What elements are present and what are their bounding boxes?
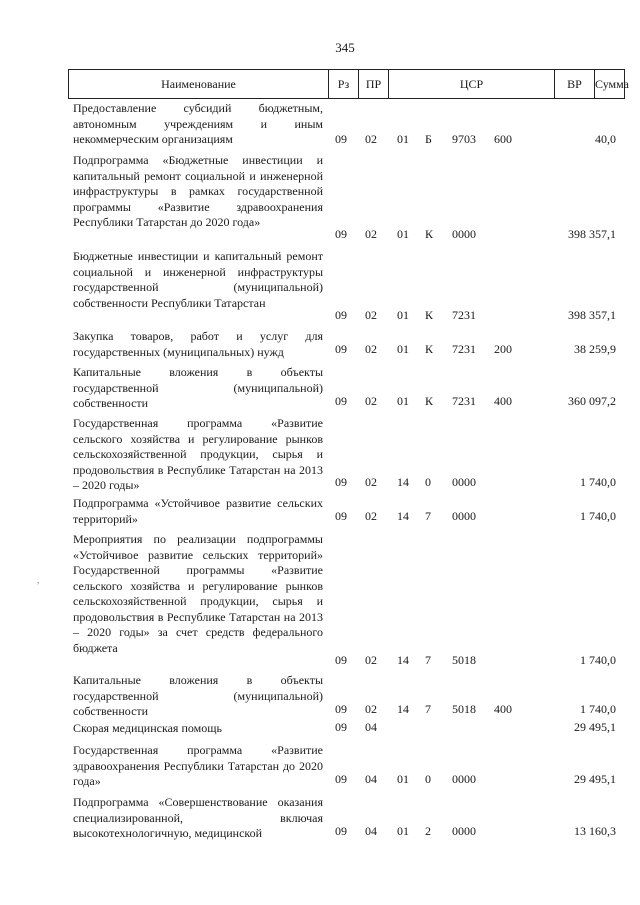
cell-pr: 02: [365, 226, 377, 241]
cell-sum: 1 740,0: [580, 652, 616, 667]
cell-rz: 09: [335, 226, 347, 241]
cell-sum: 1 740,0: [580, 474, 616, 489]
cell-pr: 02: [365, 307, 377, 322]
cell-rz: 09: [335, 393, 347, 408]
cell-rz: 09: [335, 823, 347, 838]
row-name: Подпрограмма «Совершенствование оказания специализированной, включая высокотехнологичную, медицинской: [73, 795, 323, 840]
cell-p1: 01: [397, 393, 409, 408]
header-sum: Сумма: [595, 77, 629, 91]
header-name: Наименование: [69, 70, 329, 98]
cell-p2: 7: [425, 508, 431, 523]
table-row: [0, 329, 640, 357]
row-name: Предоставление субсидий бюджетным, автономным учреждениям и иным некоммерческим организациям: [73, 101, 323, 146]
cell-p3: 0000: [452, 474, 476, 489]
cell-rz: 09: [335, 719, 347, 734]
row-name: Бюджетные инвестиции и капитальный ремонт социальной и инженерной инфраструктуры государственной (муниципальной) собственности Республики Татарстан: [73, 249, 323, 310]
cell-pr: 02: [365, 652, 377, 667]
cell-p1: 14: [397, 652, 409, 667]
row-name: Капитальные вложения в объекты государственной (муниципальной) собственности: [73, 673, 323, 718]
cell-pr: 04: [365, 823, 377, 838]
cell-p3: 0000: [452, 226, 476, 241]
cell-p2: К: [425, 307, 434, 322]
cell-p2: К: [425, 341, 434, 356]
cell-vr: 200: [494, 341, 512, 356]
table-row: [0, 365, 640, 409]
cell-p3: 5018: [452, 652, 476, 667]
header-rz: Рз: [329, 70, 359, 98]
cell-sum: 360 097,2: [568, 393, 616, 408]
cell-p1: 14: [397, 701, 409, 716]
table-row: [0, 721, 640, 735]
header-csr: ЦСР: [389, 70, 555, 98]
cell-p3: 5018: [452, 701, 476, 716]
table-row: [0, 532, 640, 668]
row-name: Капитальные вложения в объекты государственной (муниципальной) собственности: [73, 365, 323, 410]
table-row: [0, 673, 640, 717]
cell-pr: 02: [365, 474, 377, 489]
cell-p1: 01: [397, 341, 409, 356]
page-number: 345: [335, 40, 355, 55]
cell-sum: 1 740,0: [580, 701, 616, 716]
cell-p1: 01: [397, 226, 409, 241]
cell-p2: К: [425, 393, 434, 408]
cell-p2: 2: [425, 823, 431, 838]
cell-p3: 0000: [452, 771, 476, 786]
row-name: Закупка товаров, работ и услуг для государственных (муниципальных) нужд: [73, 329, 323, 359]
table-header: [68, 69, 629, 99]
cell-sum: 1 740,0: [580, 508, 616, 523]
cell-sum: 398 357,1: [568, 307, 616, 322]
cell-pr: 02: [365, 393, 377, 408]
cell-sum: 29 495,1: [574, 771, 616, 786]
cell-rz: 09: [335, 508, 347, 523]
cell-sum: 40,0: [595, 131, 616, 146]
cell-p3: 9703: [452, 131, 476, 146]
table-row: [0, 743, 640, 787]
row-name: Скорая медицинская помощь: [73, 721, 222, 735]
cell-vr: 400: [494, 393, 512, 408]
cell-p1: 14: [397, 508, 409, 523]
cell-p1: 01: [397, 771, 409, 786]
table-row: [0, 795, 640, 839]
cell-rz: 09: [335, 701, 347, 716]
table-row: [0, 249, 640, 323]
cell-p1: 01: [397, 131, 409, 146]
cell-sum: 29 495,1: [574, 719, 616, 734]
cell-rz: 09: [335, 307, 347, 322]
cell-pr: 02: [365, 508, 377, 523]
cell-p2: 7: [425, 652, 431, 667]
scan-mark: ,: [37, 575, 40, 585]
cell-pr: 02: [365, 701, 377, 716]
row-name: Подпрограмма «Бюджетные инвестиции и капитальный ремонт социальной и инженерной инфраструктуры в рамках государственной программы «Развитие здравоохранения Республики Татарстан до 2020 года»: [73, 153, 323, 229]
cell-pr: 04: [365, 719, 377, 734]
cell-vr: 600: [494, 131, 512, 146]
cell-p3: 7231: [452, 393, 476, 408]
table-row: [0, 153, 640, 242]
cell-p2: Б: [425, 131, 432, 146]
table-row: [0, 101, 640, 147]
cell-p3: 7231: [452, 307, 476, 322]
cell-p2: 0: [425, 771, 431, 786]
cell-rz: 09: [335, 771, 347, 786]
table-row: [0, 496, 640, 524]
cell-sum: 38 259,9: [574, 341, 616, 356]
header-pr: ПР: [359, 70, 389, 98]
cell-p2: 0: [425, 474, 431, 489]
cell-rz: 09: [335, 341, 347, 356]
row-name: Подпрограмма «Устойчивое развитие сельских территорий»: [73, 496, 323, 526]
cell-pr: 02: [365, 131, 377, 146]
cell-p3: 0000: [452, 508, 476, 523]
cell-p2: 7: [425, 701, 431, 716]
cell-vr: 400: [494, 701, 512, 716]
row-name: Государственная программа «Развитие здравоохранения Республики Татарстан до 2020 года»: [73, 743, 323, 788]
cell-p3: 0000: [452, 823, 476, 838]
cell-rz: 09: [335, 474, 347, 489]
cell-pr: 02: [365, 341, 377, 356]
cell-pr: 04: [365, 771, 377, 786]
cell-rz: 09: [335, 652, 347, 667]
row-name: Мероприятия по реализации подпрограммы «Устойчивое развитие сельских территорий» Государственной программы «Развитие сельского хозяйства и регулирование рынков сельскохозяйственной продукции, сырья и продовольствия в Республике Татарстан на 2013 – 2020 годы» за счет средств федерального бюджета: [73, 532, 323, 655]
cell-p3: 7231: [452, 341, 476, 356]
header-vr: ВР: [555, 70, 595, 98]
cell-sum: 398 357,1: [568, 226, 616, 241]
cell-rz: 09: [335, 131, 347, 146]
table-row: [0, 416, 640, 490]
cell-p1: 14: [397, 474, 409, 489]
cell-sum: 13 160,3: [574, 823, 616, 838]
cell-p2: К: [425, 226, 434, 241]
row-name: Государственная программа «Развитие сельского хозяйства и регулирование рынков сельскохозяйственной продукции, сырья и продовольствия в Республике Татарстан на 2013 – 2020 годы»: [73, 416, 323, 492]
cell-p1: 01: [397, 307, 409, 322]
cell-p1: 01: [397, 823, 409, 838]
